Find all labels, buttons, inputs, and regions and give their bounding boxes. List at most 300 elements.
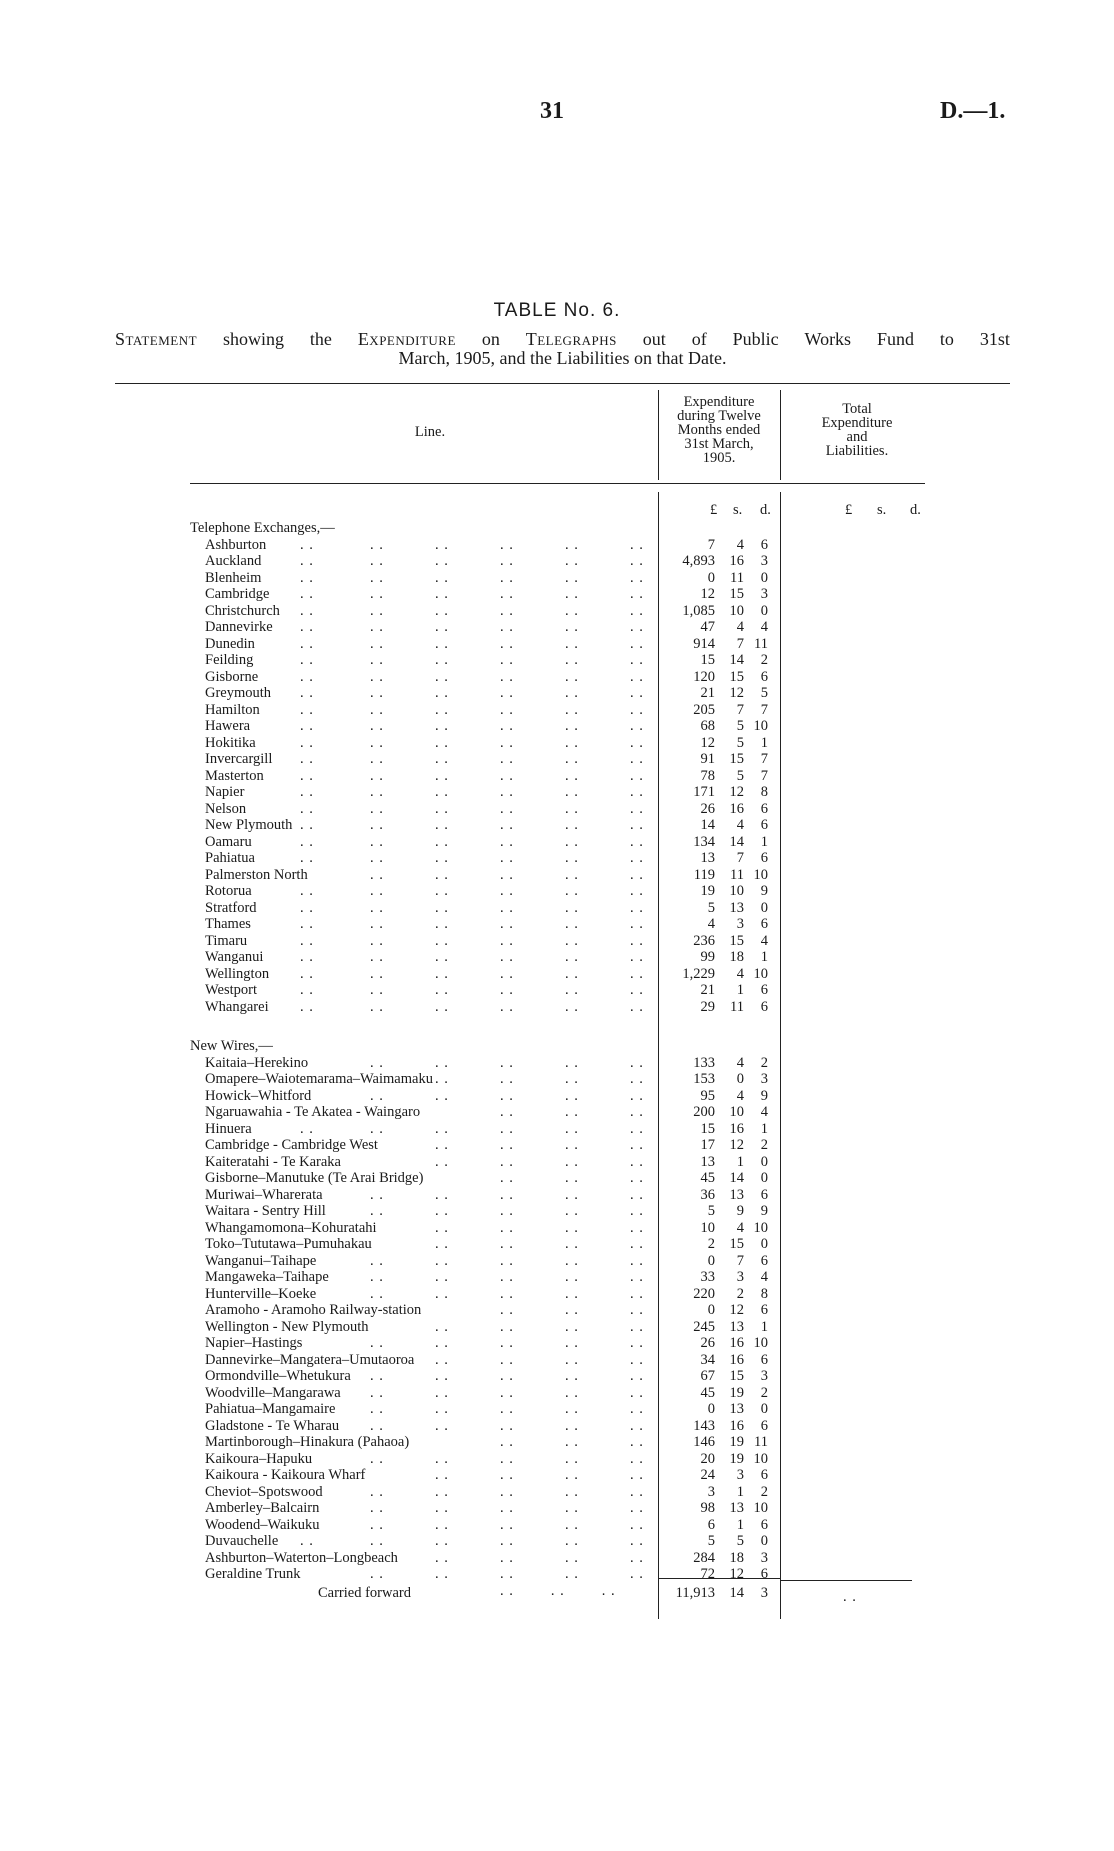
page-number: 31	[540, 98, 564, 124]
row-line-name: Dannevirke–Mangatera–Umutaoroa	[205, 1351, 415, 1368]
table-row	[0, 1500, 1114, 1517]
row-pence: 4	[760, 1269, 768, 1285]
leader-dot: . .	[500, 1483, 514, 1500]
leader-dot: . .	[300, 602, 314, 619]
leader-dot: . .	[565, 1285, 579, 1302]
leader-dots	[300, 685, 650, 702]
leader-dot: . .	[300, 949, 314, 965]
leader-dot: . .	[435, 899, 449, 916]
row-line-name: Aramoho - Aramoho Railway-station	[205, 1302, 422, 1318]
leader-dot: . .	[565, 1219, 579, 1236]
row-line-name: Wellington	[205, 965, 270, 982]
leader-dot: . .	[565, 1401, 579, 1417]
row-pounds: 19	[700, 883, 715, 899]
leader-dot: . .	[435, 734, 449, 751]
row-line-name: Omapere–Waiotemarama–Waimamaku	[205, 1071, 433, 1087]
row-pounds: 3	[707, 1483, 715, 1500]
row-shillings: 15	[729, 1368, 744, 1384]
row-pounds: 5	[707, 899, 715, 916]
row-pence: 5	[760, 685, 768, 701]
leader-dot: . .	[370, 883, 384, 899]
leader-dot: . .	[370, 998, 384, 1015]
row-pence: 6	[760, 800, 768, 817]
leader-dot: . .	[500, 1071, 514, 1087]
row-pounds: 1,085	[682, 602, 715, 619]
table-row	[0, 1121, 1114, 1138]
caption-word: Expenditure	[357, 329, 456, 349]
leader-dot: . .	[500, 1318, 514, 1335]
row-pence: 6	[760, 998, 768, 1015]
leader-dot: . .	[630, 1054, 644, 1071]
leader-dot: . .	[370, 1401, 384, 1417]
row-pence: 9	[760, 1203, 768, 1219]
table-row	[0, 1517, 1114, 1534]
leader-dots	[300, 652, 650, 669]
leader-dot: . .	[630, 1483, 644, 1500]
row-shillings: 13	[729, 1186, 744, 1203]
leader-dot: . .	[435, 1417, 449, 1434]
header-top-rule	[115, 383, 1010, 384]
carried-forward-pounds: 11,913	[675, 1585, 715, 1601]
leader-dot: . .	[630, 866, 644, 883]
leader-dots	[300, 570, 650, 587]
carried-forward-pence: 3	[760, 1585, 768, 1601]
row-line-name: Gisborne–Manutuke (Te Arai Bridge)	[205, 1170, 424, 1186]
leader-dot: . .	[630, 1087, 644, 1104]
leader-dot: . .	[565, 1120, 579, 1137]
leader-dot: . .	[630, 1450, 644, 1467]
leader-dot: . .	[500, 652, 514, 668]
leader-dot: . .	[630, 734, 644, 751]
leader-dots	[300, 718, 650, 735]
leader-dots	[300, 1170, 650, 1187]
leader-dot: . .	[565, 1500, 579, 1516]
row-pounds: 2	[707, 1236, 715, 1252]
row-shillings: 12	[729, 1137, 744, 1153]
row-shillings: 0	[736, 1071, 744, 1087]
row-pounds: 133	[693, 1054, 715, 1071]
leader-dot: . .	[300, 619, 314, 635]
row-shillings: 16	[729, 1335, 744, 1351]
leader-dot: . .	[435, 1285, 449, 1302]
row-shillings: 4	[736, 619, 744, 635]
leader-dot: . .	[630, 569, 644, 586]
leader-dot: . .	[500, 635, 514, 652]
leader-dot: . .	[370, 1120, 384, 1137]
table-row	[0, 933, 1114, 950]
leader-dot: . .	[370, 1450, 384, 1467]
leader-dots	[300, 801, 650, 818]
leader-dots	[300, 619, 650, 636]
row-line-name: Pahiatua	[205, 850, 255, 866]
table-row	[0, 553, 1114, 570]
leader-dot: . .	[630, 833, 644, 850]
total-column-header	[782, 402, 932, 458]
row-pounds: 12	[700, 734, 715, 751]
leader-dot: . .	[565, 932, 579, 949]
leader-dot: . .	[500, 1500, 514, 1516]
leader-dot: . .	[300, 734, 314, 751]
caption-word: Telegraphs	[525, 329, 617, 349]
leader-dots	[300, 751, 650, 768]
leader-dot: . .	[300, 652, 314, 668]
leader-dot: . .	[300, 899, 314, 916]
leader-dot: . .	[435, 569, 449, 586]
pence-unit-total: d.	[910, 502, 921, 518]
leader-dot: . .	[565, 569, 579, 586]
leader-dot: . .	[500, 1170, 514, 1186]
row-pence: 1	[760, 734, 768, 751]
table-row	[0, 1170, 1114, 1187]
table-row	[0, 784, 1114, 801]
row-pence: 8	[760, 1285, 768, 1302]
row-pounds: 47	[700, 619, 715, 635]
leader-dot: . .	[565, 800, 579, 817]
leader-dot: . .	[630, 800, 644, 817]
document-reference: D.—1.	[940, 98, 1006, 124]
leader-dots	[300, 1220, 650, 1237]
row-pence: 1	[760, 833, 768, 850]
row-shillings: 11	[730, 866, 744, 883]
table-row	[0, 1385, 1114, 1402]
row-pence: 10	[753, 1335, 768, 1351]
leader-dot: . .	[565, 1054, 579, 1071]
row-pence: 6	[760, 916, 768, 932]
column-rule-left	[658, 390, 659, 480]
leader-dot: . .	[630, 1203, 644, 1219]
leader-dots	[300, 553, 650, 570]
table-row	[0, 1286, 1114, 1303]
row-pence: 11	[754, 1434, 768, 1450]
row-pounds: 29	[700, 998, 715, 1015]
table-row	[0, 636, 1114, 653]
leader-dot: . .	[370, 1566, 384, 1582]
leader-dot: . .	[500, 1054, 514, 1071]
leader-dot: . .	[500, 817, 514, 833]
leader-dot: . .	[435, 586, 449, 602]
leader-dot: . .	[435, 1071, 449, 1087]
row-pence: 6	[760, 536, 768, 553]
leader-dots	[300, 1203, 650, 1220]
leader-dot: . .	[300, 536, 314, 553]
row-pence: 10	[753, 866, 768, 883]
leader-dot: . .	[370, 767, 384, 784]
leader-dot: . .	[435, 685, 449, 701]
leader-dot: . .	[300, 751, 314, 767]
table-row	[0, 735, 1114, 752]
row-line-name: Hinuera	[205, 1120, 252, 1137]
leader-dot: . .	[300, 668, 314, 685]
row-shillings: 15	[729, 1236, 744, 1252]
table-row	[0, 652, 1114, 669]
row-shillings: 1	[736, 1483, 744, 1500]
leader-dots	[300, 1071, 650, 1088]
table-row	[0, 1451, 1114, 1468]
pounds-unit-total: £	[845, 502, 853, 518]
row-pence: 0	[760, 899, 768, 916]
leader-dot: . .	[630, 1269, 644, 1285]
leader-dot: . .	[565, 751, 579, 767]
table-row	[0, 817, 1114, 834]
row-shillings: 11	[730, 569, 744, 586]
leader-dot: . .	[500, 1549, 514, 1566]
row-pounds: 146	[693, 1434, 715, 1450]
row-shillings: 16	[729, 1417, 744, 1434]
pence-unit-expenditure: d.	[760, 502, 771, 518]
leader-dots	[300, 784, 650, 801]
leader-dot: . .	[630, 1335, 644, 1351]
leader-dot: . .	[300, 1120, 314, 1137]
leader-dot: . .	[435, 800, 449, 817]
row-pounds: 45	[700, 1384, 715, 1401]
row-pounds: 6	[707, 1516, 715, 1533]
leader-dot: . .	[500, 569, 514, 586]
leader-dot: . .	[370, 800, 384, 817]
row-pounds: 21	[700, 982, 715, 998]
row-line-name: Feilding	[205, 652, 254, 668]
caption-word: out	[642, 329, 666, 349]
leader-dot: . .	[435, 1351, 449, 1368]
leader-dot: . .	[630, 1401, 644, 1417]
leader-dot: . .	[435, 718, 449, 734]
leader-dot: . .	[500, 751, 514, 767]
leader-dots	[300, 1236, 650, 1253]
row-pence: 6	[760, 850, 768, 866]
leader-dot: . .	[500, 1137, 514, 1153]
row-line-name: Masterton	[205, 767, 264, 784]
leader-dot: . .	[630, 1236, 644, 1252]
leader-dot: . .	[565, 998, 579, 1015]
row-pence: 10	[753, 1500, 768, 1516]
row-shillings: 14	[729, 833, 744, 850]
row-line-name: Gladstone - Te Wharau	[205, 1417, 340, 1434]
leader-dot: . .	[370, 784, 384, 800]
leader-dot: . .	[565, 602, 579, 619]
row-shillings: 15	[729, 751, 744, 767]
leader-dot: . .	[370, 833, 384, 850]
table-row	[0, 1104, 1114, 1121]
leader-dot: . .	[435, 602, 449, 619]
row-line-name: New Plymouth	[205, 817, 293, 833]
leader-dot: . .	[370, 602, 384, 619]
row-pounds: 45	[700, 1170, 715, 1186]
expenditure-header-line: Expenditure	[683, 394, 755, 410]
row-pounds: 134	[693, 833, 715, 850]
leader-dot: . .	[565, 652, 579, 668]
leader-dot: . .	[435, 1120, 449, 1137]
row-line-name: Cambridge - Cambridge West	[205, 1137, 378, 1153]
leader-dot: . .	[630, 751, 644, 767]
caption-word: Statement	[115, 329, 198, 349]
row-shillings: 4	[736, 1219, 744, 1236]
leader-dot: . .	[500, 1203, 514, 1219]
row-shillings: 4	[736, 965, 744, 982]
row-line-name: Woodville–Mangarawa	[205, 1384, 341, 1401]
leader-dot: . .	[500, 1417, 514, 1434]
row-shillings: 4	[736, 1054, 744, 1071]
row-shillings: 4	[736, 817, 744, 833]
row-line-name: Whangarei	[205, 998, 269, 1015]
row-pence: 2	[760, 1054, 768, 1071]
table-row	[0, 1352, 1114, 1369]
row-pence: 4	[760, 932, 768, 949]
table-row	[0, 1187, 1114, 1204]
leader-dots	[300, 1269, 650, 1286]
table-caption	[115, 330, 1010, 368]
leader-dots	[300, 735, 650, 752]
leader-dot: . .	[500, 1351, 514, 1368]
leader-dot: . .	[435, 652, 449, 668]
row-pounds: 0	[707, 1252, 715, 1269]
row-shillings: 16	[729, 800, 744, 817]
leader-dot: . .	[630, 767, 644, 784]
leader-dot: . .	[630, 932, 644, 949]
table-row	[0, 1335, 1114, 1352]
leader-dot: . .	[565, 1236, 579, 1252]
leader-dot: . .	[500, 1533, 514, 1549]
leader-dot: . .	[500, 833, 514, 850]
row-shillings: 13	[729, 1318, 744, 1335]
leader-dot: . .	[630, 1500, 644, 1516]
leader-dot: . .	[370, 1368, 384, 1384]
row-pence: 9	[760, 883, 768, 899]
row-pence: 9	[760, 1087, 768, 1104]
row-shillings: 10	[729, 1104, 744, 1120]
table-row	[0, 966, 1114, 983]
leader-dot: . .	[370, 553, 384, 569]
leader-dot: . .	[435, 635, 449, 652]
row-line-name: Rotorua	[205, 883, 252, 899]
leader-dot: . .	[500, 998, 514, 1015]
leader-dot: . .	[300, 569, 314, 586]
leader-dots	[300, 900, 650, 917]
row-shillings: 14	[729, 1170, 744, 1186]
leader-dot: . .	[565, 619, 579, 635]
leader-dot: . .	[370, 635, 384, 652]
row-line-name: Dannevirke	[205, 619, 273, 635]
row-pounds: 21	[700, 685, 715, 701]
row-line-name: Hokitika	[205, 734, 256, 751]
row-pounds: 95	[700, 1087, 715, 1104]
row-line-name: Hunterville–Koeke	[205, 1285, 317, 1302]
caption-line-1	[115, 330, 1010, 349]
row-pounds: 120	[693, 668, 715, 685]
table-row	[0, 718, 1114, 735]
leader-dot: . .	[500, 982, 514, 998]
leader-dot: . .	[565, 701, 579, 718]
row-pence: 2	[760, 1384, 768, 1401]
leader-dots	[300, 1088, 650, 1105]
row-pence: 1	[760, 1318, 768, 1335]
leader-dot: . .	[435, 1483, 449, 1500]
row-line-name: Wanganui	[205, 949, 264, 965]
leader-dot: . .	[500, 1450, 514, 1467]
leader-dot: . .	[630, 1104, 644, 1120]
leader-dot: . .	[435, 982, 449, 998]
row-line-name: Pahiatua–Mangamaire	[205, 1401, 336, 1417]
leader-dot: . .	[565, 1335, 579, 1351]
row-shillings: 18	[729, 949, 744, 965]
table-row	[0, 669, 1114, 686]
row-pounds: 236	[693, 932, 715, 949]
row-pounds: 7	[707, 536, 715, 553]
leader-dots	[300, 949, 650, 966]
row-pounds: 0	[707, 1401, 715, 1417]
leader-dot: . .	[630, 965, 644, 982]
row-pence: 7	[760, 751, 768, 767]
row-line-name: Howick–Whitford	[205, 1087, 312, 1104]
leader-dot: . .	[435, 1500, 449, 1516]
leader-dot: . .	[565, 883, 579, 899]
leader-dot: . .	[370, 652, 384, 668]
leader-dot: . .	[630, 1137, 644, 1153]
table-row	[0, 751, 1114, 768]
leader-dot: . .	[565, 949, 579, 965]
leader-dot: . .	[370, 619, 384, 635]
row-pence: 3	[760, 586, 768, 602]
leader-dot: . .	[565, 734, 579, 751]
row-pence: 0	[760, 602, 768, 619]
row-pounds: 99	[700, 949, 715, 965]
leader-dots	[300, 1253, 650, 1270]
leader-dot: . .	[500, 800, 514, 817]
row-shillings: 1	[736, 1516, 744, 1533]
leader-dot: . .	[630, 1467, 644, 1483]
leader-dots	[300, 1385, 650, 1402]
leader-dot: . .	[500, 784, 514, 800]
leader-dots	[300, 1335, 650, 1352]
row-shillings: 5	[736, 734, 744, 751]
row-pounds: 143	[693, 1417, 715, 1434]
row-shillings: 5	[736, 718, 744, 734]
leader-dot: . .	[500, 866, 514, 883]
leader-dot: . .	[565, 1186, 579, 1203]
row-shillings: 12	[729, 685, 744, 701]
leader-dot: . .	[630, 1417, 644, 1434]
row-pounds: 91	[700, 751, 715, 767]
leader-dot: . .	[565, 866, 579, 883]
leader-dot: . .	[500, 1252, 514, 1269]
leader-dot: . .	[565, 1368, 579, 1384]
row-shillings: 12	[729, 784, 744, 800]
row-shillings: 19	[729, 1450, 744, 1467]
leader-dot: . .	[435, 1549, 449, 1566]
leader-dot: . .	[630, 998, 644, 1015]
caption-word: Public	[732, 329, 779, 349]
row-pence: 0	[760, 1170, 768, 1186]
row-line-name: Gisborne	[205, 668, 259, 685]
leader-dot: . .	[565, 1087, 579, 1104]
row-shillings: 1	[736, 982, 744, 998]
leader-dot: . .	[435, 1269, 449, 1285]
leader-dot: . .	[435, 1335, 449, 1351]
leader-dot: . .	[565, 965, 579, 982]
leader-dot: . .	[630, 701, 644, 718]
table-row	[0, 1418, 1114, 1435]
leader-dot: . .	[630, 1120, 644, 1137]
leader-dot: . .	[435, 1516, 449, 1533]
row-pounds: 36	[700, 1186, 715, 1203]
table-row	[0, 1236, 1114, 1253]
row-pounds: 13	[700, 850, 715, 866]
row-pence: 6	[760, 1516, 768, 1533]
row-pounds: 284	[693, 1549, 715, 1566]
leader-dot: . .	[500, 701, 514, 718]
leader-dot: . .	[565, 586, 579, 602]
leader-dot: . .	[565, 1417, 579, 1434]
leader-dot: . .	[300, 850, 314, 866]
leader-dot: . .	[565, 553, 579, 569]
